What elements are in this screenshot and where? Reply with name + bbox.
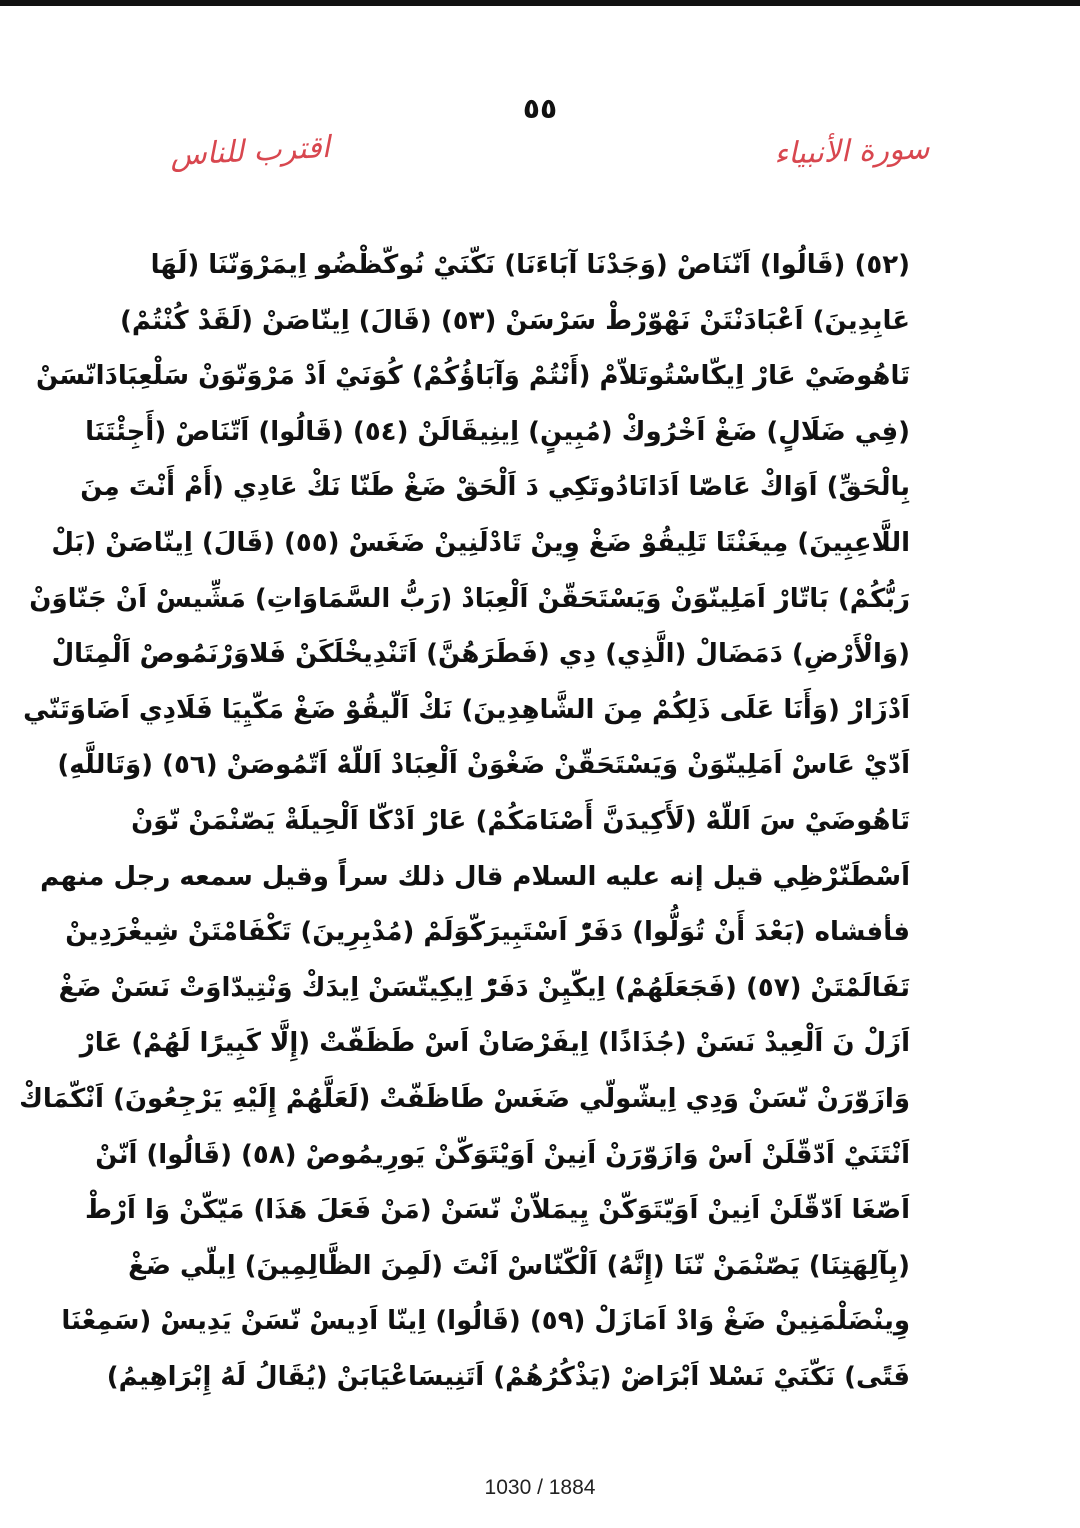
text-line: رَبُّكُمْ) بَاتّارْ اَمَلِينّوَنْ وَيَسْتَحَقّنْ اَلْعِبَادْ (رَبُّ السَّمَاوَاتِ) مَشِّيسْ اَنْ جَنّاوَنْ [29, 583, 910, 614]
text-line: فَتًى) نَكّنَيْ نَسْلا اَبْرَاضْ (يَذْكُرُهُمْ) اَتَنِيسَاعْيَابَنْ (يُقَالُ لَهُ إِبْرَاهِيمُ) [106, 1361, 910, 1392]
text-line: (٥٢) (قَالُوا) اَنّنَاصْ (وَجَدْنَا آبَاءَنَا) نَكّنَيْ نُوكّظْضُو اِيمَرْوَنّنَا (لَهَا [150, 250, 910, 280]
text-line: تَفَالَمْتَنْ (٥٧) (فَجَعَلَهُمْ) اِيكّيِنْ دَفَرّْ اِيكِيتّسَنْ اِيدَكْ وَنْتِيدّاوَتْ نَسَنْ ضَغْ [58, 972, 910, 1003]
page-body-text [19, 238, 910, 1405]
text-line: اَصّغَا اَدّقّلَنْ اَنِينْ اَوَيّتَوَكّنْ يِيمَلاّنْ نّسَنْ (مَنْ فَعَلَ هَذَا) مَيّكّنْ وَا اَرْطْ [85, 1195, 910, 1226]
text-line: اَدّيْ عَاسْ اَمَلِينّوَنْ وَيَسْتَحَقّنْ ضَغْوَنْ اَلْعِبَادْ اَللّهْ اَتّمُوصَنْ (٥٦) (وَتَاللَّهِ) [57, 750, 910, 781]
text-line: وِينْضَلْمَنِينْ ضَغْ وَادْ اَمَازَلْ (٥٩) (قَالُوا) اِينّا اَدِيسْ نّسَنْ يَدِيسْ (سَمِعْنَا [61, 1306, 910, 1337]
text-line: بِالْحَقِّ) اَوَاكْ عَاصّا اَدَانَادُوتَكِي دَ اَلْحَقْ ضَغْ طَنّا نَكْ عَادِي (أَمْ أَنْتَ مِنَ [80, 472, 910, 503]
text-line: اَسْطَنّرْظِي قيل إنه عليه السلام قال ذلك سراً وقيل سمعه رجل منهم [40, 861, 910, 892]
scanned-page [0, 6, 1080, 1528]
text-line: وَازَوّرَنْ نّسَنْ وَدِي اِيشّولّي ضَغَسْ طَاظَفّتْ (لَعَلَّهُمْ إِلَيْهِ يَرْجِعُونَ) اَنْكّمَاكْ [19, 1083, 910, 1114]
page-number: ٥٥ [522, 92, 558, 125]
page-counter: 1030 / 1884 [484, 1476, 596, 1499]
text-line: تَاهُوضَيْ عَارْ اِيكّاسْتُوتَلاّمْ (أَنْتُمْ وَآبَاؤُكُمْ) كُوَنَيْ اَدْ مَرْوَنّوَنْ سَلْعِبَادَانّسَنْ [35, 361, 910, 392]
text-line: اَزَلْ نَ اَلْعِيدْ نَسَنْ (جُذَاذًا) اِيفَرْصَانْ اَسْ طَظَفّتْ (إِلَّا كَبِيرًا لَهُمْ) عَارْ [79, 1028, 910, 1059]
text-line: (بِآلِهَتِنَا) يَصّنْمَنْ نّنَا (إِنَّهُ) اَلْكّنّاسْ اَنْتَ (لَمِنَ الظَّالِمِينَ) اِيلّي ضَغْ [128, 1250, 910, 1281]
text-line: فأفشاه (بَعْدَ أَنْ تُوَلُّوا) دَفَرّْ اَسْتَبِيرَكّوَلَمْ (مُدْبِرِينَ) تَكْفَامْتَنْ شِيغْرَدِينْ [65, 917, 910, 948]
text-line: اَنْتَنَيْ اَدّقّلَنْ اَسْ وَازَوّرَنْ اَنِينْ اَوَيْتَوَكّنْ يَورِيمُوصْ (٥٨) (قَالُوا) اَنّنْ [95, 1139, 910, 1170]
text-line: (فِي ضَلَالٍ) ضَغْ اَخْرُوكْ (مُبِينٍ) اِينِيقَالَنْ (٥٤) (قَالُوا) اَتّنَاصْ (أَجِئْتَنَا [85, 416, 910, 447]
handwritten-hizb-note: اقترب للناس [169, 129, 331, 174]
text-line: اَدْزَارْ (وَأَنَا عَلَى ذَلِكُمْ مِنَ الشَّاهِدِينَ) نَكْ اَلّيقُوْ ضَغْ مَكّيِيَا فَلَادِي اَضَاوَتَنّي [23, 694, 910, 725]
text-line: (وَالْأَرْضِ) دَمَضَالْ (الَّذِي) دِي (فَطَرَهُنَّ) اَتَنْدِيخْلَكَنْ فَلاوَرْنَمُوصْ اَلْمِتَالْ [51, 639, 910, 670]
text-line: اللَّاعِبِينَ) مِيغَنْتَا تَلِيقُوْ ضَغْ وِينْ تَادْلَنِينْ ضَغَسْ (٥٥) (قَالَ) اِينّاصَنْ (بَلْ [51, 527, 910, 558]
text-line: عَابِدِينَ) اَعْبَادَنْتَنْ نَهْوّرْطْ سَرْسَنْ (٥٣) (قَالَ) اِينّاصَنْ (لَقَدْ كُنْتُمْ) [119, 305, 910, 336]
text-line: تَاهُوضَيْ سَ اَللّهْ (لَأَكِيدَنَّ أَصْنَامَكُمْ) عَارْ اَدْكّا اَلْحِيلَةْ يَصّنْمَنْ نّوَنْ [131, 805, 910, 836]
handwritten-surah-note: سورة الأنبياء [773, 131, 931, 172]
